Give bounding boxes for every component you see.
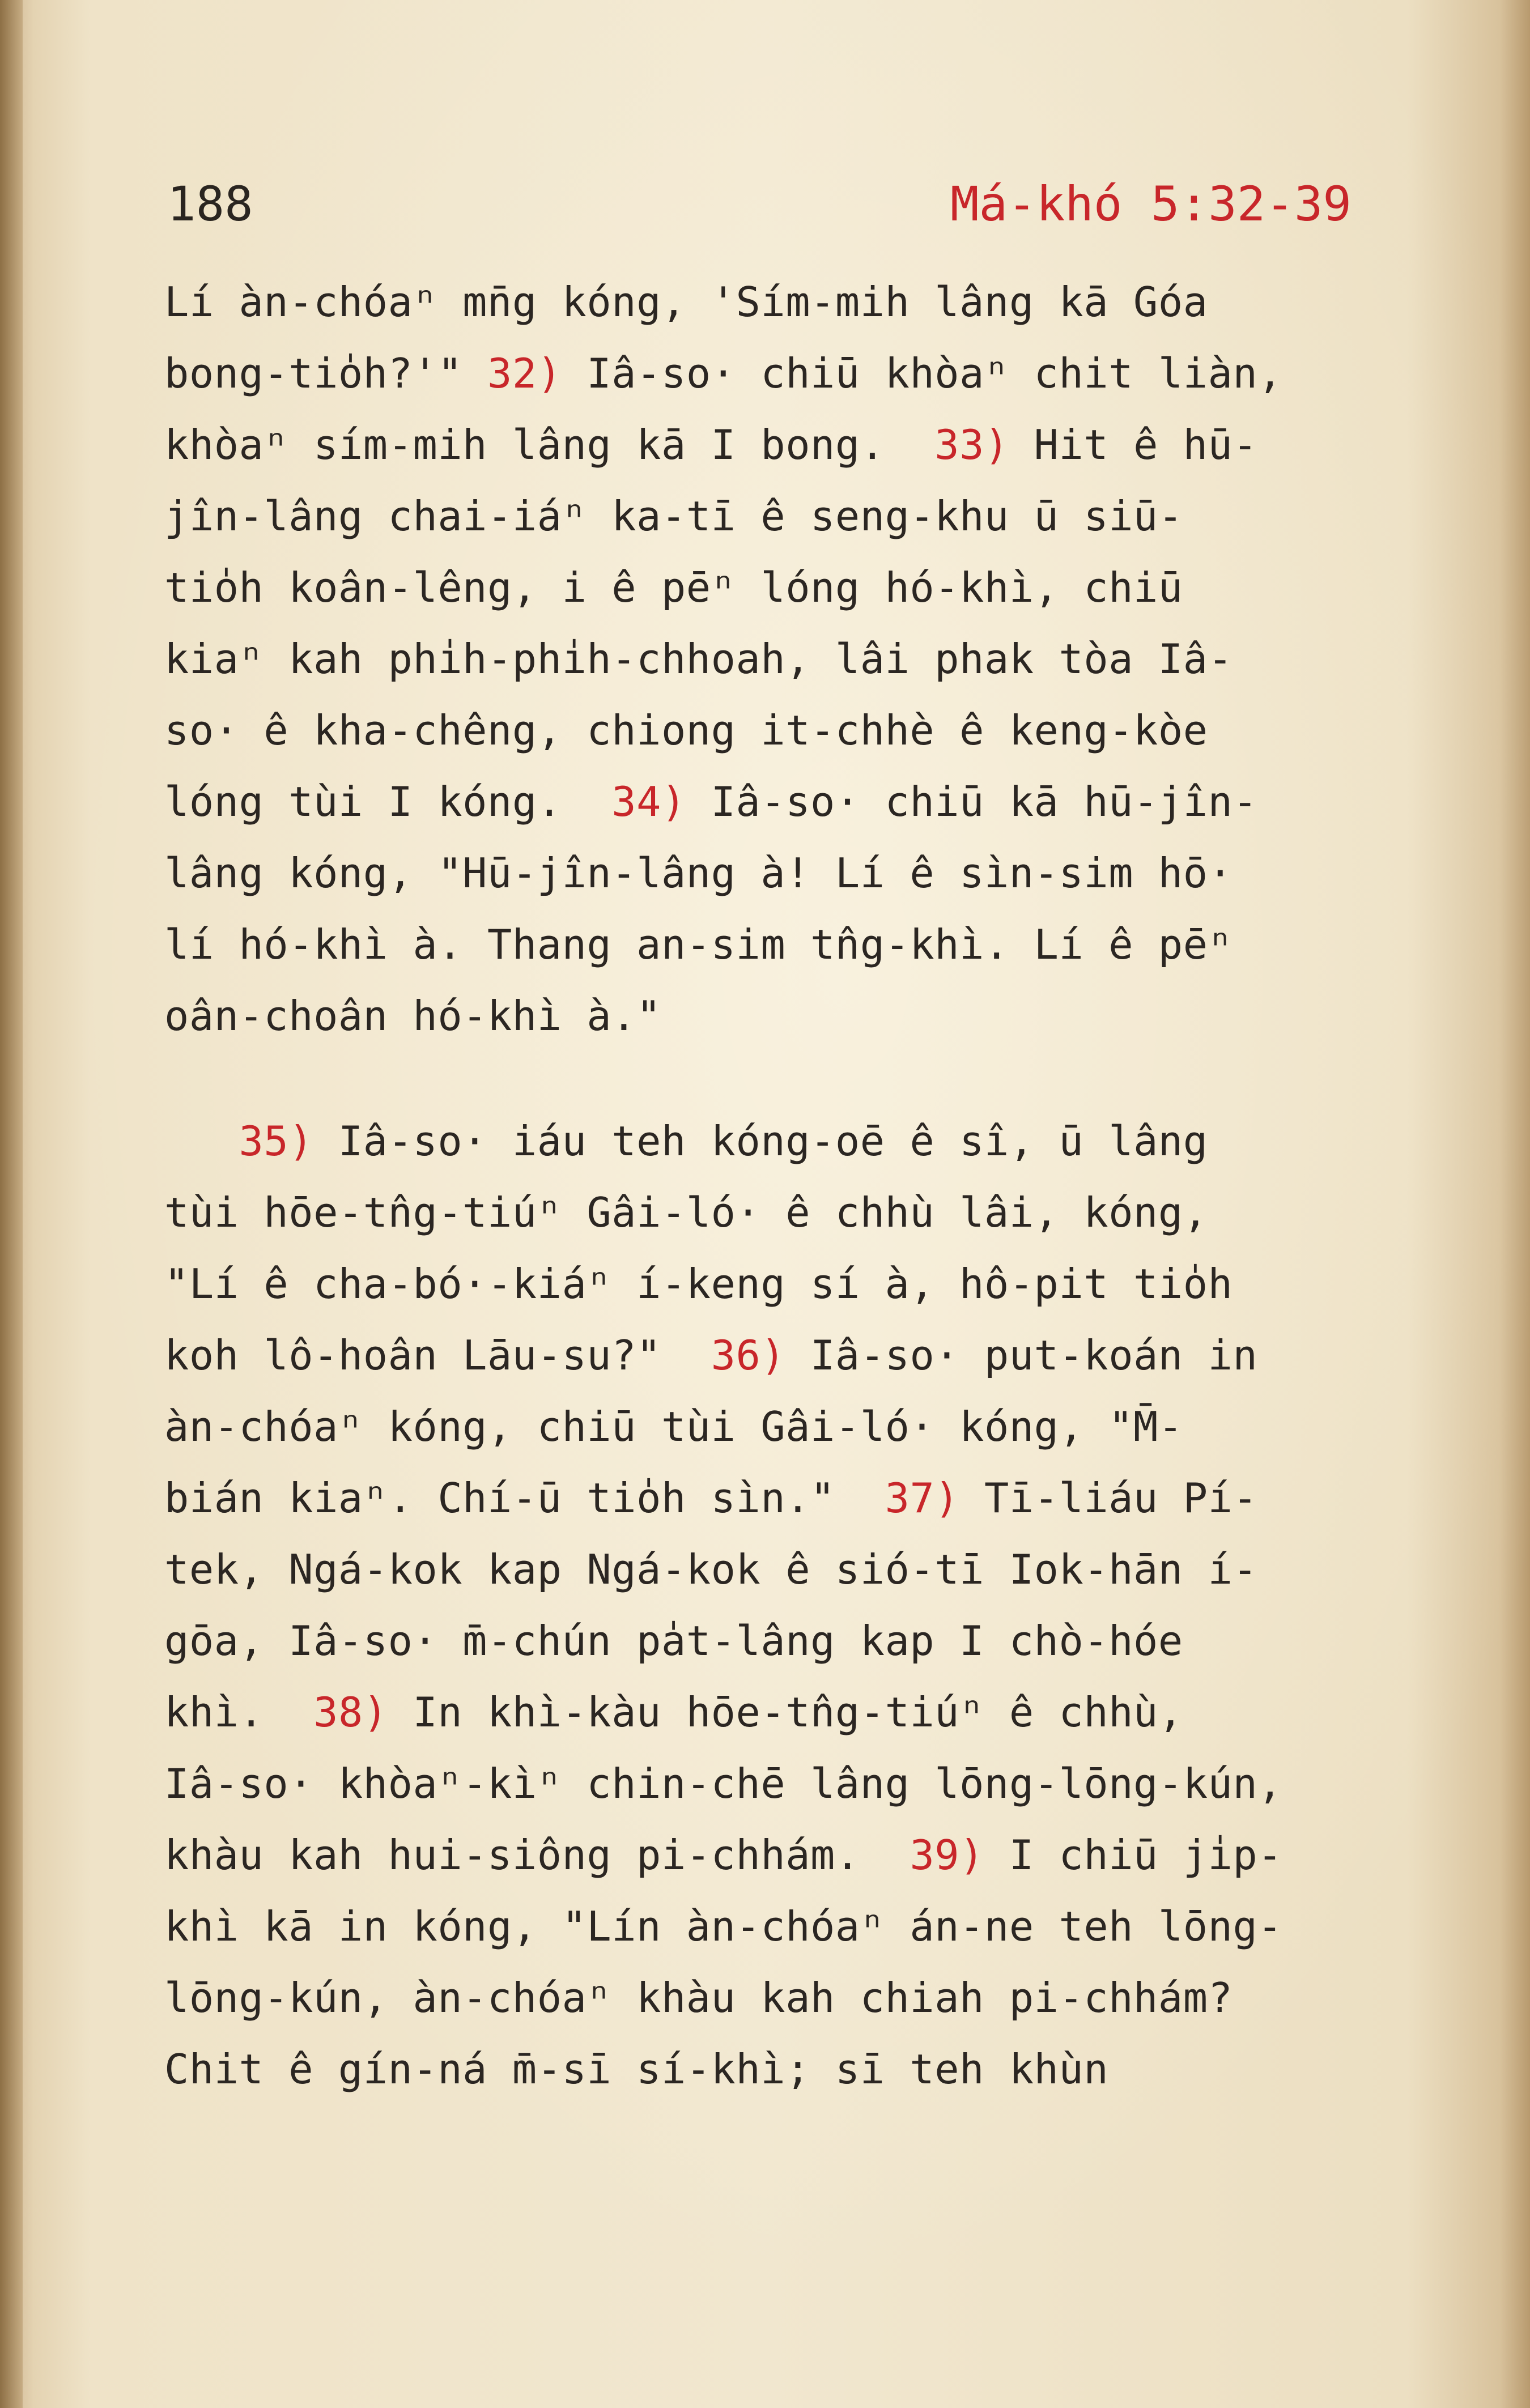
text-segment: lâng kóng, "Hū-jîn-lâng à! Lí ê sìn-sim hō· [164, 849, 1233, 897]
text-segment: khàu kah hui-siông pi-chhám. [164, 1831, 910, 1879]
text-line [164, 1534, 1468, 1605]
text-segment: lí hó-khì à. Thang an-sim tn̂g-khì. Lí ê pēⁿ [164, 921, 1233, 968]
text-segment: Iâ-so· iáu teh kóng-oē ê sî, ū lâng [313, 1117, 1208, 1165]
text-line [164, 1320, 1468, 1391]
text-segment: Tī-liáu Pí- [959, 1474, 1258, 1522]
text-line [164, 909, 1468, 980]
text-segment: Iâ-so· put-koán in [785, 1331, 1258, 1379]
text-line [164, 1248, 1468, 1320]
verse-number: 35) [239, 1117, 314, 1165]
text-segment [164, 1117, 239, 1165]
text-line [164, 837, 1468, 909]
text-line [164, 1177, 1468, 1248]
text-line [164, 2033, 1468, 2105]
text-segment: Chit ê gín-ná m̄-sī sí-khì; sī teh khùn [164, 2045, 1109, 2093]
paragraph [164, 266, 1468, 1052]
text-line [164, 1462, 1468, 1534]
text-line [164, 766, 1468, 837]
text-segment: khòaⁿ sím-mih lâng kā I bong. [164, 421, 935, 469]
text-line [164, 1748, 1468, 1819]
page-number: 188 [167, 176, 253, 232]
text-line [164, 338, 1468, 409]
text-segment: Hit ê hū- [1009, 421, 1258, 469]
verse-number: 37) [885, 1474, 960, 1522]
text-segment: I chiū ji̍p- [984, 1831, 1283, 1879]
text-line [164, 1819, 1468, 1891]
text-line [164, 1962, 1468, 2033]
text-segment: tio̍h koân-lêng, i ê pēⁿ lóng hó-khì, chiū [164, 564, 1183, 611]
verse-number: 33) [934, 421, 1009, 469]
text-segment: tùi hōe-tn̂g-tiúⁿ Gâi-ló· ê chhù lâi, kóng, [164, 1189, 1208, 1236]
text-segment: Iâ-so· khòaⁿ-kìⁿ chin-chē lâng lōng-lōng-kún, [164, 1760, 1283, 1807]
text-segment: tek, Ngá-kok kap Ngá-kok ê sió-tī Iok-hān í- [164, 1546, 1258, 1593]
verse-number: 38) [313, 1688, 388, 1736]
text-line [164, 695, 1468, 766]
text-segment: Iâ-so· chiū khòaⁿ chit liàn, [562, 350, 1283, 397]
text-segment: kiaⁿ kah phi̍h-phi̍h-chhoah, lâi phak tòa Iâ- [164, 635, 1233, 683]
text-line [164, 409, 1468, 480]
text-segment: Iâ-so· chiū kā hū-jîn- [686, 778, 1258, 826]
text-line [164, 1677, 1468, 1748]
text-segment: jîn-lâng chai-iáⁿ ka-tī ê seng-khu ū siū- [164, 492, 1183, 540]
text-segment: gōa, Iâ-so· m̄-chún pa̍t-lâng kap I chò-hóe [164, 1617, 1183, 1665]
text-segment: àn-chóaⁿ kóng, chiū tùi Gâi-ló· kóng, "M̄- [164, 1403, 1183, 1450]
text-line [164, 552, 1468, 623]
text-segment: oân-choân hó-khì à." [164, 992, 661, 1040]
running-head: Má-khó 5:32-39 [950, 176, 1352, 232]
text-segment: Lí àn-chóaⁿ mn̄g kóng, 'Sím-mih lâng kā Góa [164, 278, 1208, 326]
verse-number: 36) [711, 1331, 786, 1379]
text-segment: In khì-kàu hōe-tn̂g-tiúⁿ ê chhù, [388, 1688, 1183, 1736]
text-segment: bong-tio̍h?'" [164, 350, 488, 397]
text-line [164, 1891, 1468, 1962]
text-line [164, 1391, 1468, 1462]
text-line [164, 623, 1468, 695]
text-segment: koh lô-hoân Lāu-su?" [164, 1331, 711, 1379]
text-segment: "Lí ê cha-bó·-kiáⁿ í-keng sí à, hô-pit tio̍h [164, 1260, 1233, 1308]
body-text [164, 266, 1468, 2105]
text-segment: so· ê kha-chêng, chiong it-chhè ê keng-kòe [164, 707, 1208, 754]
text-line [164, 1105, 1468, 1177]
verse-number: 34) [611, 778, 686, 826]
text-segment: bián kiaⁿ. Chí-ū tio̍h sìn." [164, 1474, 885, 1522]
paragraph-gap [164, 1052, 1468, 1105]
text-segment: lōng-kún, àn-chóaⁿ khàu kah chiah pi-chhám? [164, 1974, 1233, 2022]
paragraph [164, 1105, 1468, 2105]
text-segment: khì. [164, 1688, 314, 1736]
text-line [164, 980, 1468, 1052]
text-line [164, 480, 1468, 552]
page-header [167, 170, 1352, 238]
text-line [164, 266, 1468, 338]
text-segment: lóng tùi I kóng. [164, 778, 612, 826]
verse-number: 32) [487, 350, 562, 397]
verse-number: 39) [910, 1831, 984, 1879]
text-line [164, 1605, 1468, 1677]
text-segment: khì kā in kóng, "Lín àn-chóaⁿ án-ne teh lōng- [164, 1903, 1283, 1950]
